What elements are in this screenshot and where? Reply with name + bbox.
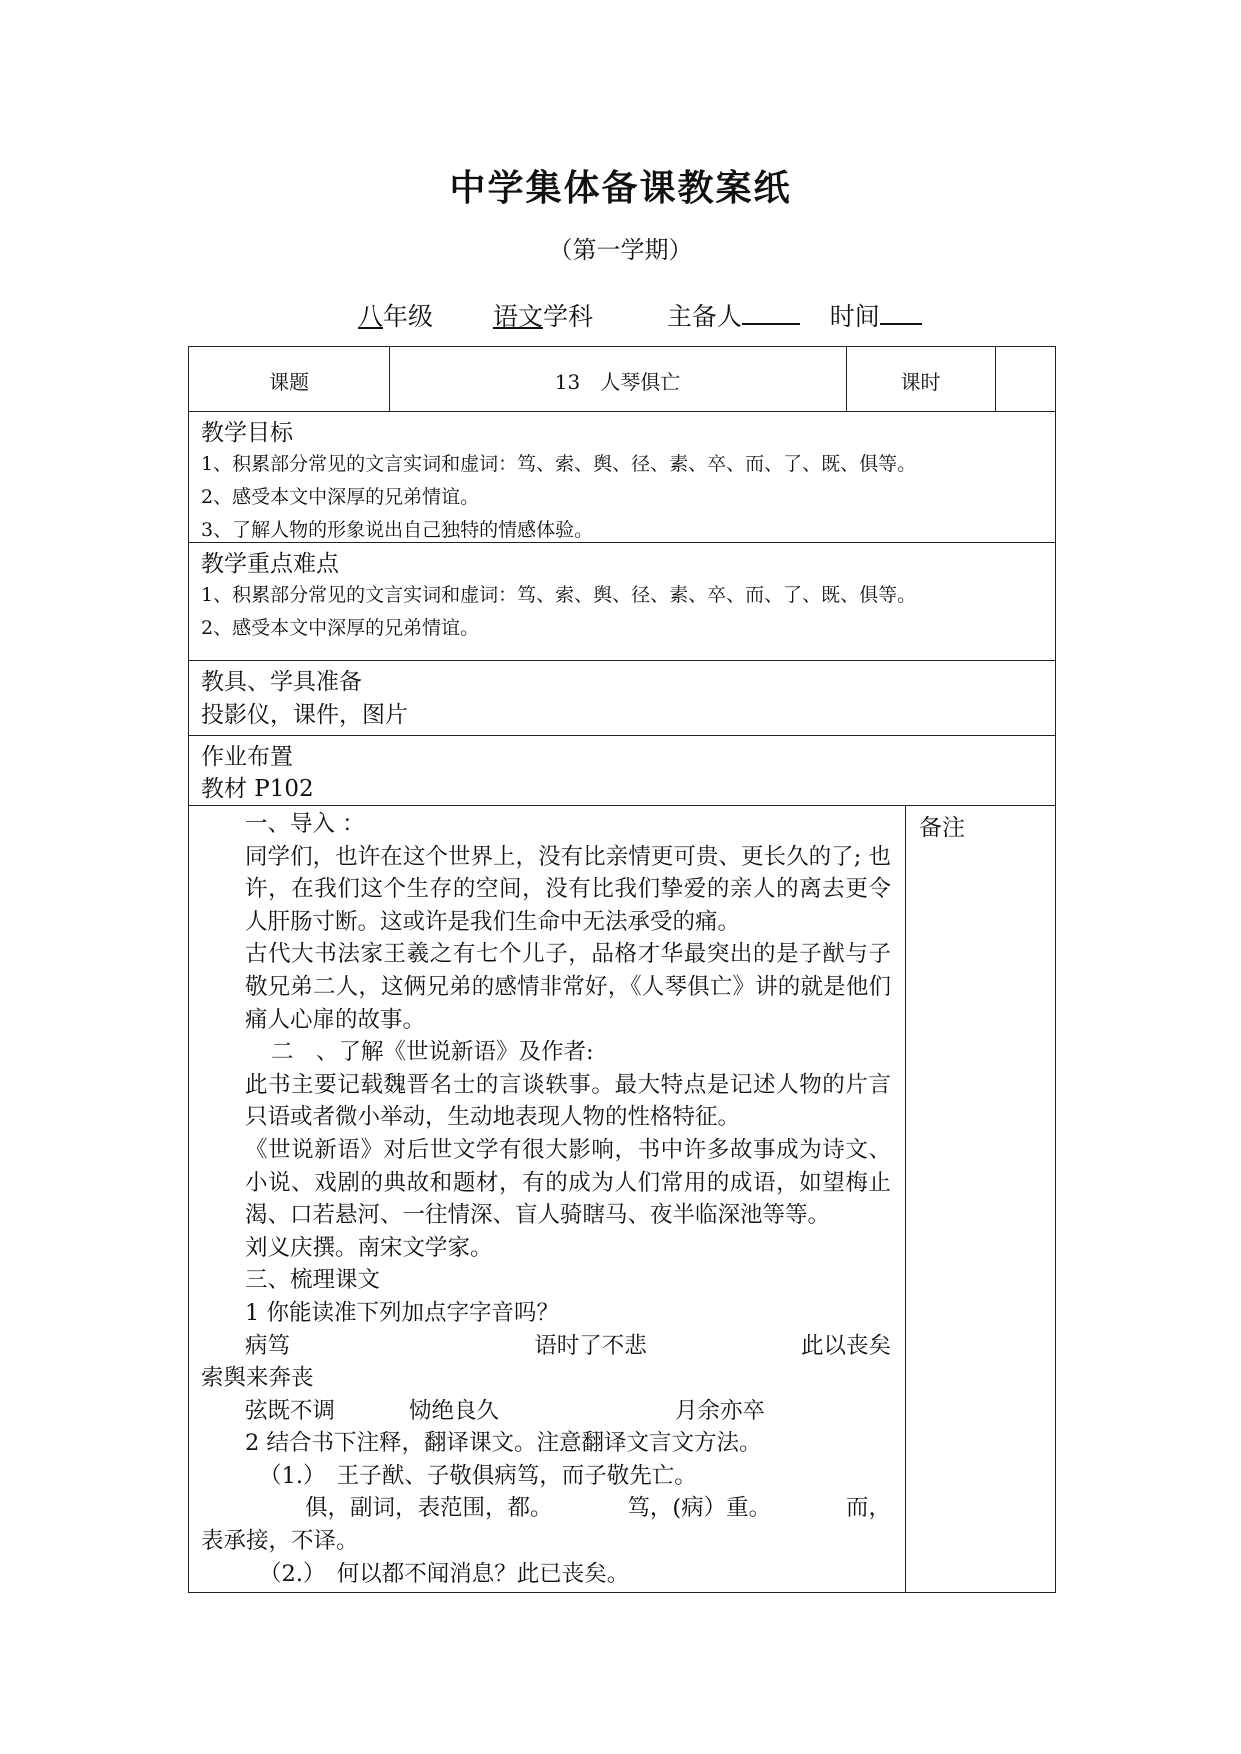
document-title: 中学集体备课教案纸 [449, 167, 792, 209]
goals-heading: 教学目标 [201, 420, 293, 446]
key-points-section [189, 542, 1055, 660]
tools-content: 投影仪，课件，图片 [201, 702, 408, 728]
remarks-label: 备注 [919, 815, 965, 841]
homework-heading: 作业布置 [201, 744, 293, 770]
section-heading: 二 、了解《世说新语》及作者: [271, 1039, 594, 1066]
divider [995, 347, 996, 411]
topic-value: 13 人琴俱亡 [554, 370, 681, 394]
key-point-item: 1、积累部分常见的文言实词和虚词：笃、索、舆、径、素、卒、而、了、既、俱等。 [201, 584, 917, 606]
header-info-line [358, 297, 922, 333]
note-row [201, 1492, 891, 1525]
word-row: 索舆来奔丧 [201, 1365, 314, 1392]
word: 语时了不悲 [534, 1332, 647, 1359]
time-blank[interactable] [880, 299, 922, 325]
question-line: 1 你能读准下列加点字字音吗？ [245, 1299, 559, 1326]
word: 恸绝良久 [409, 1397, 500, 1424]
semester-subtitle: （第一学期） [548, 236, 693, 264]
lesson-plan-table [188, 346, 1056, 1593]
tools-heading: 教具、学具准备 [201, 669, 362, 695]
key-point-item: 2、感受本文中深厚的兄弟情谊。 [201, 617, 480, 639]
note: 俱，副词，表范围，都。 [305, 1495, 553, 1522]
word: 此以丧矣 [800, 1332, 891, 1359]
homework-content: 教材 P102 [201, 776, 314, 802]
book-paragraph: 《世说新语》对后世文学有很大影响，书中许多故事成为诗文、小说、戏剧的典故和题材，有的成为人们常用的成语，如望梅止渴、口若悬河、一往情深、盲人骑瞎马、夜半临深池等等。 [245, 1136, 891, 1229]
intro-paragraph: 古代大书法家王羲之有七个儿子，品格才华最突出的是子猷与子敬兄弟二人，这俩兄弟的感情非常好，《人琴俱亡》讲的就是他们痛人心扉的故事。 [245, 941, 891, 1033]
hours-label: 课时 [900, 370, 941, 394]
section-heading: 三、梳理课文 [245, 1267, 381, 1294]
lesson-body-text [201, 808, 891, 1590]
intro-heading: 一、导入 ： [245, 811, 365, 837]
note-row: 表承接，不译。 [201, 1528, 359, 1555]
preparer-blank[interactable] [742, 299, 800, 325]
goal-item: 3、了解人物的形象说出自己独特的情感体验。 [201, 519, 594, 541]
lesson-body-section [189, 805, 1055, 1591]
word: 弦既不调 [245, 1397, 336, 1424]
tools-section [189, 660, 1055, 735]
grade-label: 年级 [383, 302, 434, 331]
word-row [201, 1395, 891, 1428]
question-line: 2 结合书下注释，翻译课文。注意翻译文言文方法。 [245, 1430, 762, 1457]
time-label: 时间 [829, 302, 880, 331]
author-paragraph: 刘义庆撰。南宋文学家。 [245, 1234, 493, 1261]
goal-item: 1、积累部分常见的文言实词和虚词：笃、索、舆、径、素、卒、而、了、既、俱等。 [201, 453, 917, 475]
goal-item: 2、感受本文中深厚的兄弟情谊。 [201, 486, 480, 508]
preparer-label: 主备人 [666, 302, 742, 331]
sentence-line: （2.） 何以都不闻消息？此已丧矣。 [259, 1560, 630, 1587]
subject-field [493, 297, 593, 333]
book-paragraph: 此书主要记载魏晋名士的言谈轶事。最大特点是记述人物的片言只语或者微小举动，生动地表现人物的性格特征。 [245, 1071, 891, 1131]
homework-section [189, 735, 1055, 805]
word-row [201, 1330, 891, 1363]
note: 而， [845, 1495, 891, 1522]
topic-label: 课题 [269, 370, 309, 394]
teaching-goals-section [189, 411, 1055, 542]
note: 笃，(病）重。 [627, 1495, 772, 1522]
grade-value: 八 [358, 302, 384, 331]
key-points-heading: 教学重点难点 [201, 551, 339, 577]
grade-field [358, 297, 433, 333]
word: 病笃 [245, 1332, 291, 1359]
intro-paragraph: 同学们，也许在这个世界上，没有比亲情更可贵、更长久的了; 也许，在我们这个生存的空间，没有比我们挚爱的亲人的离去更令人肝肠寸断。这或许是我们生命中无法承受的痛。 [245, 843, 891, 935]
sentence-line: （1.） 王子猷、子敬俱病笃，而子敬先亡。 [259, 1462, 697, 1489]
word: 月余亦卒 [675, 1397, 766, 1424]
subject-value: 语文 [492, 302, 543, 331]
divider [905, 806, 906, 1592]
subject-label: 学科 [542, 302, 593, 331]
